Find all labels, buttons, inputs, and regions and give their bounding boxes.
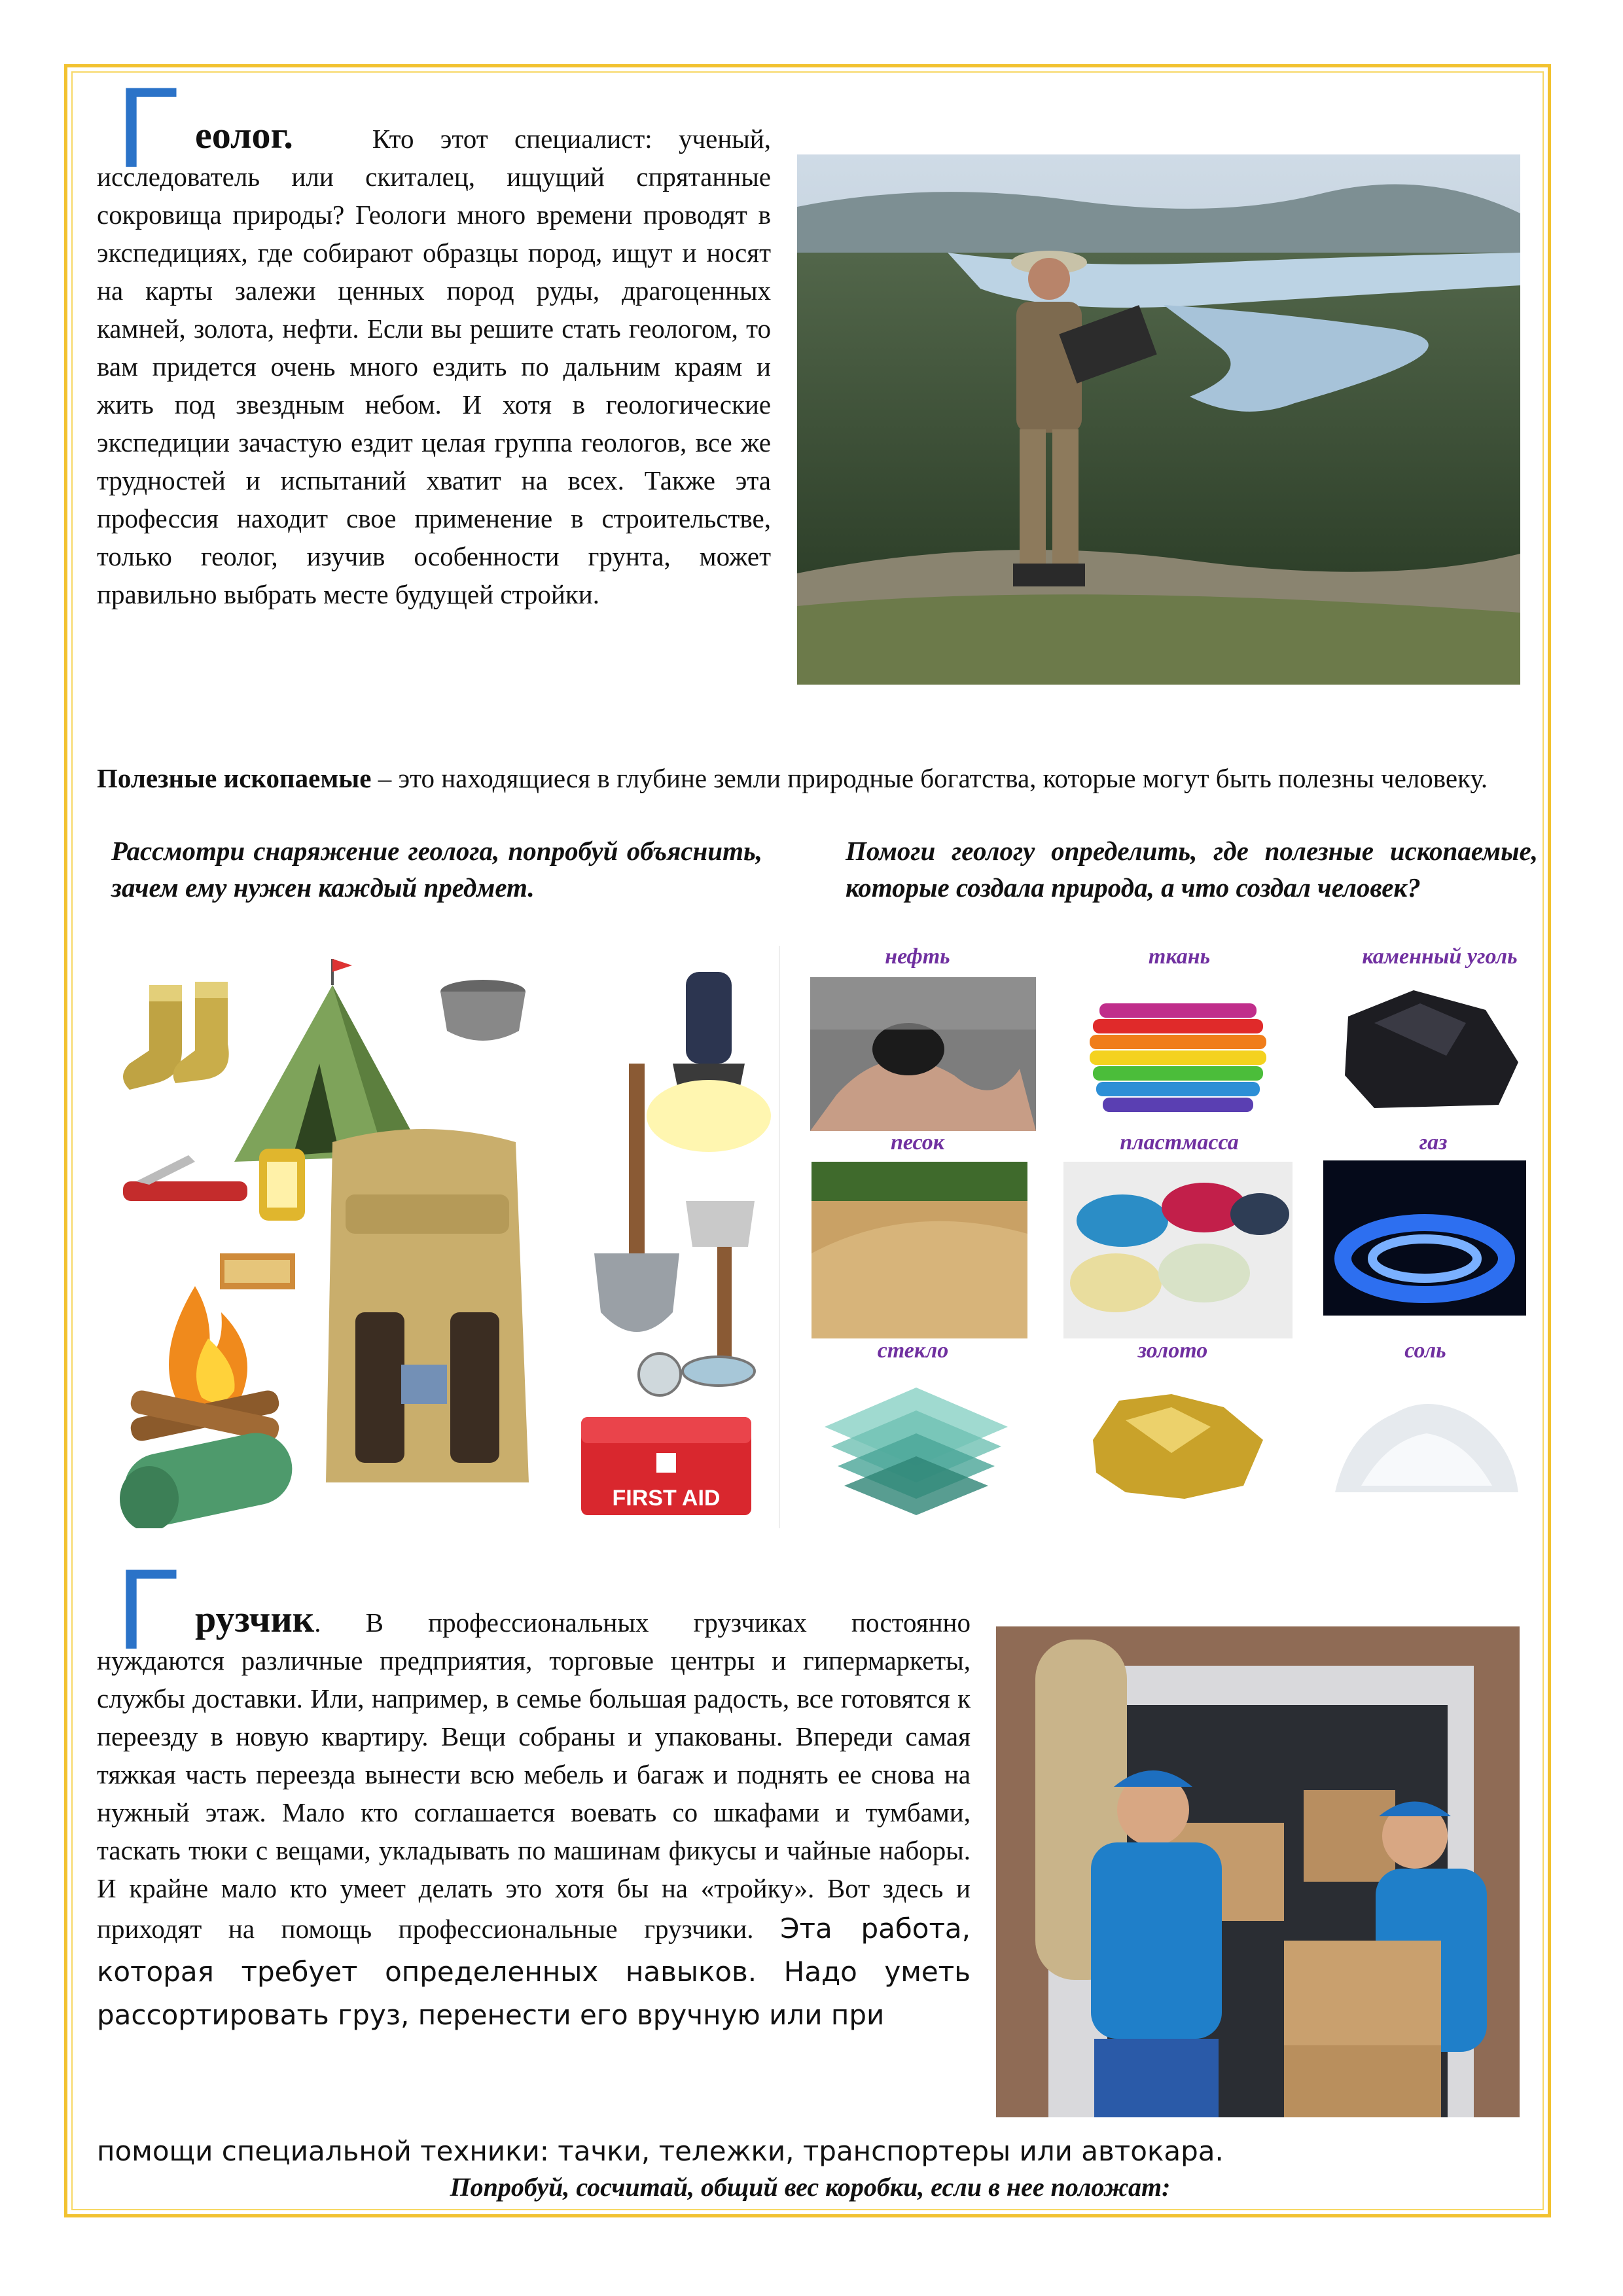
geologist-body: исследователь или скиталец, ищущий спрятанные сокровища природы? Геологи много времени проводят в экспедициях, где собирают образцы пород, ищут и носят на карты залежи ценных пород руды, драгоценных камней, золота, нефти. Если вы решите стать геологом, то вам придется очень много ездить по дальним краям и жить под звездным небом. И хотя в геологические экспедиции зачастую ездит целая группа геологов, все же трудностей и испытаний хватит на всех. Также эта профессия находит свое применение в строительстве, только геолог, изучив особенности грунта, может правильно выбрать месте будущей стройки. <box>97 162 771 609</box>
caption-gold: золото <box>1137 1338 1208 1363</box>
caption-oil: нефть <box>885 944 950 969</box>
fabric-image <box>1073 977 1286 1131</box>
glass-image <box>805 1368 1027 1528</box>
caption-coal: каменный уголь <box>1362 944 1518 969</box>
coal-image <box>1335 977 1528 1118</box>
geologist-photo <box>797 154 1520 685</box>
oil-image <box>810 977 1036 1131</box>
minerals-definition-text: – это находящиеся в глубине земли природные богатства, которые могут быть полезны человеку. <box>371 763 1488 793</box>
equipment-task: Рассмотри снаряжение геолога, попробуй объяснить, зачем ему нужен каждый предмет. <box>111 836 762 903</box>
first-aid-label: FIRST AID <box>612 1486 721 1511</box>
geologist-dropcap: Г <box>116 64 179 192</box>
caption-glass: стекло <box>877 1338 949 1363</box>
geologist-title: еолог. <box>195 114 293 156</box>
minerals-term: Полезные ископаемые <box>97 763 372 793</box>
gas-image <box>1323 1160 1526 1316</box>
equipment-illustration <box>110 946 780 1528</box>
caption-gas: газ <box>1419 1130 1448 1155</box>
loader-title: рузчик <box>195 1598 315 1640</box>
loader-last-line: помощи специальной техники: тачки, тележки, транспортеры или автокара. <box>97 2135 1224 2167</box>
geologist-text <box>97 114 771 613</box>
sort-task: Помоги геологу определить, где полезные ископаемые, которые создала природа, а что создал человек? <box>846 836 1538 903</box>
caption-plastic: пластмасса <box>1120 1130 1239 1155</box>
caption-fabric: ткань <box>1148 944 1211 969</box>
loader-dropcap: Г <box>116 1546 179 1674</box>
geologist-first-line: Кто этот специалист: ученый, <box>372 124 771 154</box>
caption-sand: песок <box>890 1130 945 1155</box>
loader-body-sans: Эта работа, которая требует определенных навыков. Надо уметь рассортировать груз, перенести его вручную или при <box>97 1912 971 2031</box>
loader-first-line: . В профессиональных грузчиках постоянно <box>314 1607 971 1638</box>
plastic-image <box>1063 1162 1293 1338</box>
bottom-task: Попробуй, сосчитай, общий вес коробки, если в нее положат: <box>450 2172 1171 2202</box>
sand-image <box>812 1162 1027 1338</box>
salt-image <box>1322 1368 1528 1515</box>
loader-body-serif: нуждаются различные предприятия, торговые центры и гипермаркеты, службы доставки. Или, например, в семье большая радость, все готовятся к переезду в новую квартиру. Вещи собраны и упакованы. Впереди самая тяжкая часть переезда вынести всю мебель и багаж и поднять ее снова на нужный этаж. Мало кто соглашается воевать со шкафами и тумбами, таскать тюки с вещами, укладывать по машинам фикусы и чайные наборы. И крайне мало кто умеет делать это хотя бы на «тройку». Вот здесь и приходят на помощь профессиональные грузчики. <box>97 1645 971 1944</box>
loader-photo <box>996 1626 1520 2117</box>
minerals-definition <box>97 759 1520 797</box>
loader-text <box>97 1600 971 2037</box>
caption-salt: соль <box>1404 1338 1446 1363</box>
gold-image <box>1073 1368 1279 1515</box>
